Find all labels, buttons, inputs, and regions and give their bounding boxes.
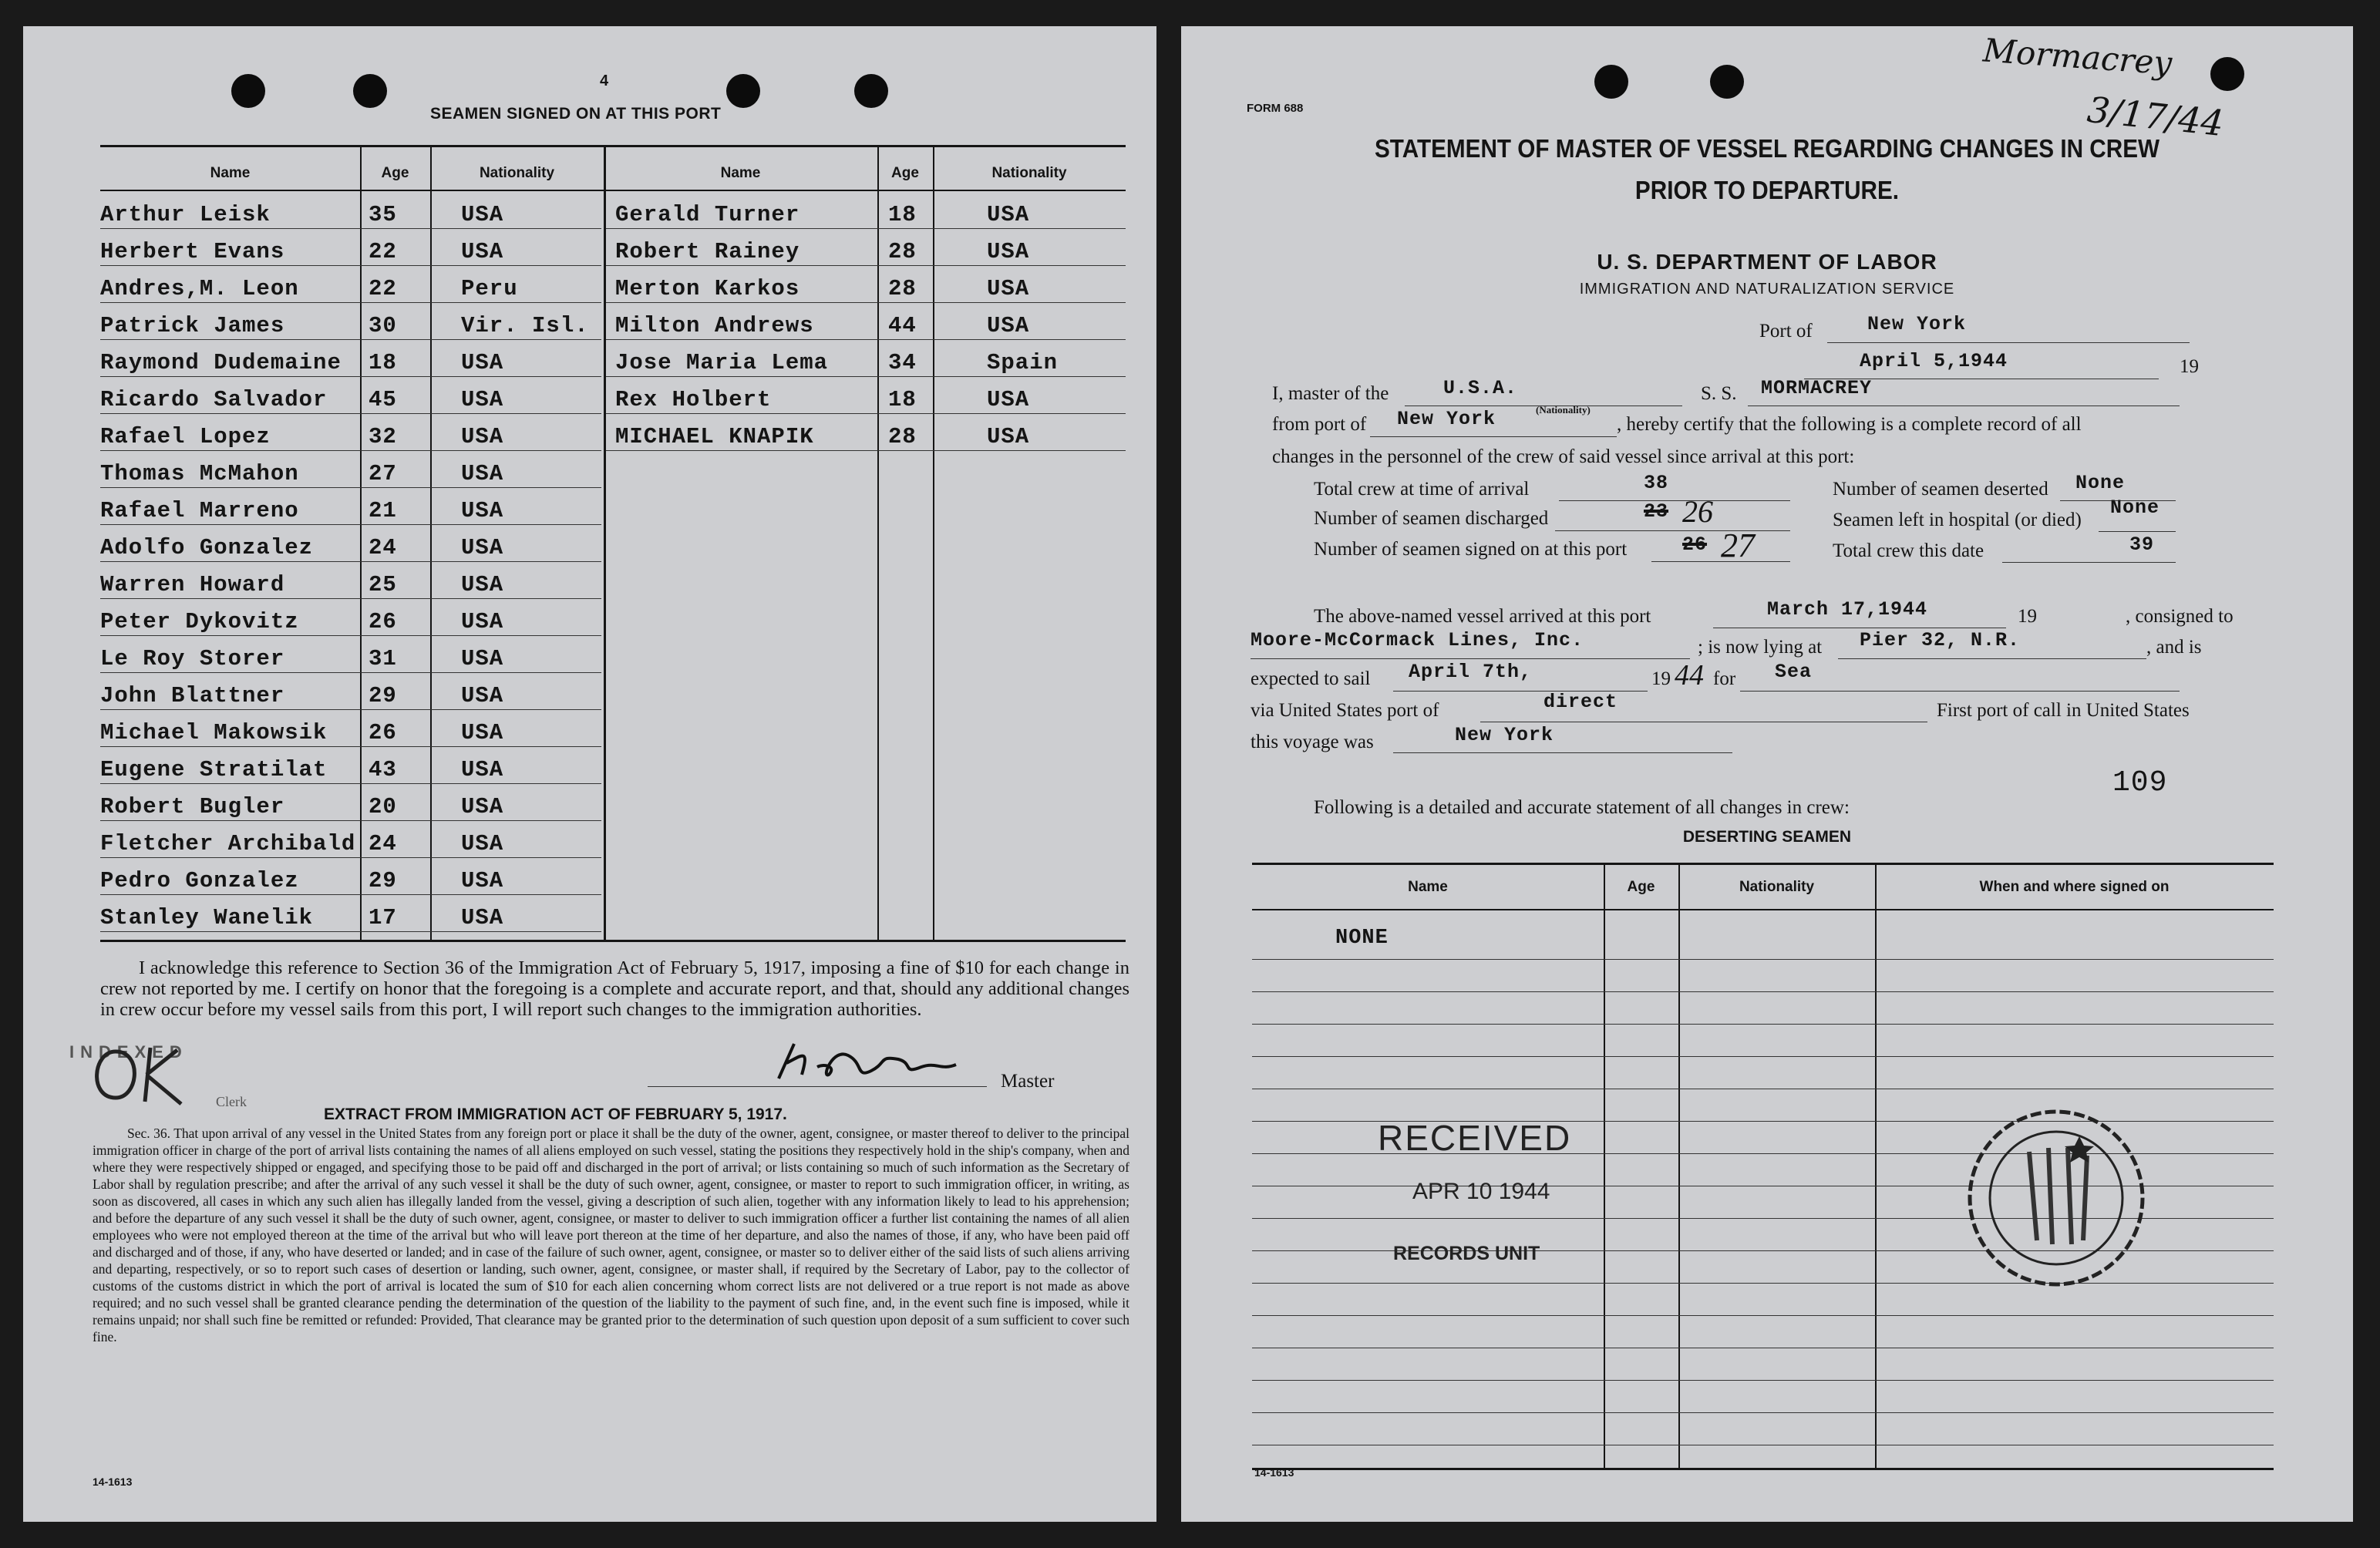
seaman-name: Fletcher Archibald xyxy=(100,831,356,856)
seaman-name: John Blattner xyxy=(100,683,285,708)
seaman-nationality: USA xyxy=(461,424,504,449)
seaman-name: Adolfo Gonzalez xyxy=(100,535,314,560)
seaman-age: 45 xyxy=(369,387,397,412)
arrived-label: The above-named vessel arrived at this port xyxy=(1314,606,1651,627)
seaman-age: 18 xyxy=(888,387,917,412)
seaman-nationality: USA xyxy=(461,868,504,893)
form-code: 14-1613 xyxy=(1254,1466,1294,1479)
seaman-nationality: USA xyxy=(987,387,1030,412)
arrived-value: March 17,1944 xyxy=(1767,598,1928,621)
seaman-age: 31 xyxy=(369,646,397,671)
first-port-label: First port of call in United States xyxy=(1937,700,2190,721)
for-value: Sea xyxy=(1775,661,1813,683)
seaman-nationality: USA xyxy=(461,720,504,745)
seaman-name: Michael Makowsik xyxy=(100,720,328,745)
master-label: Master xyxy=(1001,1071,1055,1092)
expected-label: expected to sail xyxy=(1251,668,1371,689)
punch-hole xyxy=(353,74,387,108)
discharged-value: 26 xyxy=(1682,494,1713,529)
master-signature-icon xyxy=(763,1032,995,1094)
seaman-nationality: USA xyxy=(461,794,504,819)
seaman-nationality: USA xyxy=(461,831,504,856)
ship-name: MORMACREY xyxy=(1761,377,1873,399)
seaman-name: Patrick James xyxy=(100,313,285,338)
seaman-nationality: USA xyxy=(461,239,504,264)
page-number: 4 xyxy=(600,72,609,89)
certify-text-2: changes in the personnel of the crew of said vessel since arrival at this port: xyxy=(1272,446,1855,467)
form-code: 14-1613 xyxy=(93,1476,133,1488)
handwritten-date: 3/17/44 xyxy=(2085,88,2226,145)
seaman-name: Arthur Leisk xyxy=(100,202,271,227)
seaman-age: 32 xyxy=(369,424,397,449)
seaman-name: Raymond Dudemaine xyxy=(100,350,342,375)
column-header: When and where signed on xyxy=(1979,879,2170,895)
right-page xyxy=(1181,26,2353,1522)
lying-label: ; is now lying at xyxy=(1698,637,1823,658)
seaman-nationality: Peru xyxy=(461,276,518,301)
total-crew-arrival-value: 38 xyxy=(1644,472,1669,494)
seaman-name: Peter Dykovitz xyxy=(100,609,299,634)
discharged-label: Number of seamen discharged xyxy=(1314,508,1549,529)
seaman-nationality: USA xyxy=(461,572,504,597)
seaman-age: 30 xyxy=(369,313,397,338)
seaman-nationality: USA xyxy=(987,276,1030,301)
acknowledgement-text: I acknowledge this reference to Section 36 of the Immigration Act of February 5, 1917, imposing a fine of $10 for each change in crew not reported by me. I certify on honor that the foregoing is a complete and accurate report, and that, should any additional changes in crew occur before my vessel sails from this port, I will report such changes to the immigration authorities. xyxy=(100,957,1129,1020)
seaman-age: 24 xyxy=(369,831,397,856)
seaman-age: 26 xyxy=(369,609,397,634)
column-header: Age xyxy=(1627,879,1655,895)
page-count: 109 xyxy=(2112,766,2168,799)
seaman-nationality: USA xyxy=(461,609,504,634)
column-header: Name xyxy=(210,165,251,181)
seaman-name: Herbert Evans xyxy=(100,239,285,264)
seaman-age: 21 xyxy=(369,498,397,523)
left-page xyxy=(23,26,1156,1522)
column-header: Age xyxy=(381,165,409,181)
seaman-nationality: USA xyxy=(461,461,504,486)
seaman-nationality: USA xyxy=(987,313,1030,338)
seaman-age: 27 xyxy=(369,461,397,486)
from-port-label: from port of xyxy=(1272,414,1367,435)
seaman-name: Rafael Marreno xyxy=(100,498,299,523)
seaman-nationality: USA xyxy=(461,202,504,227)
seaman-age: 43 xyxy=(369,757,397,782)
year-prefix: 19 xyxy=(2180,356,2199,377)
signed-on-label: Number of seamen signed on at this port xyxy=(1314,539,1628,560)
hospital-label: Seamen left in hospital (or died) xyxy=(1833,510,2082,530)
seaman-age: 18 xyxy=(369,350,397,375)
deserting-entry: NONE xyxy=(1335,927,1389,950)
punch-hole xyxy=(231,74,265,108)
seaman-name: Thomas McMahon xyxy=(100,461,299,486)
voyage-label: this voyage was xyxy=(1251,732,1374,752)
expected-value: April 7th, xyxy=(1409,661,1533,683)
page-title: SEAMEN SIGNED ON AT THIS PORT xyxy=(430,105,722,123)
seaman-nationality: USA xyxy=(461,350,504,375)
ok-handwriting-icon xyxy=(85,1036,193,1105)
voyage-value: New York xyxy=(1455,724,1554,746)
seaman-age: 22 xyxy=(369,276,397,301)
seaman-nationality: Vir. Isl. xyxy=(461,313,589,338)
date-value: April 5,1944 xyxy=(1860,350,2008,372)
consigned-label: , consigned to xyxy=(2126,606,2234,627)
seaman-age: 24 xyxy=(369,535,397,560)
seaman-nationality: USA xyxy=(461,757,504,782)
column-header: Nationality xyxy=(991,165,1067,181)
signed-on-value: 27 xyxy=(1721,527,1755,564)
column-header: Age xyxy=(891,165,919,181)
seaman-name: Milton Andrews xyxy=(615,313,814,338)
seaman-age: 28 xyxy=(888,276,917,301)
seaman-age: 26 xyxy=(369,720,397,745)
seaman-name: Pedro Gonzalez xyxy=(100,868,299,893)
port-of-value: New York xyxy=(1867,313,1967,335)
total-crew-date-value: 39 xyxy=(2129,533,2155,556)
received-date: APR 10 1944 xyxy=(1412,1179,1550,1204)
department: U. S. DEPARTMENT OF LABOR xyxy=(1597,250,1937,274)
form-title-line2: PRIOR TO DEPARTURE. xyxy=(1634,176,1900,204)
seaman-age: 17 xyxy=(369,905,397,930)
seaman-name: Andres,M. Leon xyxy=(100,276,299,301)
nationality-label: (Nationality) xyxy=(1536,404,1591,416)
seaman-name: Le Roy Storer xyxy=(100,646,285,671)
handwritten-note: Mormacrey xyxy=(1981,31,2173,82)
seaman-name: Eugene Stratilat xyxy=(100,757,328,782)
seaman-age: 44 xyxy=(888,313,917,338)
seaman-name: Rex Holbert xyxy=(615,387,772,412)
extract-text: Sec. 36. That upon arrival of any vessel in the United States from any foreign port or place it shall be the duty of the owner, agent, consignee, or master thereof to deliver to the principal immigration officer in charge of the port of arrival lists containing the names of all aliens employed on such vessel, stating the positions they respectively hold in the ship's company, when and where they were respectively shipped or engaged, and specifying those to be paid off and discharged in the port of arrival; or lists containing so much of such information as the Secretary of Labor shall by regulation prescribe; and after the arrival of any such vessel it shall be the duty of such owner, agent, consignee, or master to report to such immigration officer, in writing, as soon as discovered, all cases in which any such alien has illegally landed from the vessel, giving a description of such alien, together with any information likely to lead to his apprehension; and before the departure of any such vessel it shall be the duty of such owner, agent, consignee, or master to deliver to such immigration officer a further list containing the names of all alien employees who were not employed thereon at the time of the arrival but who will leave port thereon at the time of her departure, and also the names of those, if any, who have been paid off and discharged and of those, if any, who have deserted or landed; and in case of the failure of such owner, agent, consignee, or master so to deliver either of the said lists of such aliens arriving and departing, respectively, or so to report such cases of desertion or landing, such owner, agent, consignee, or master shall, if required by the Secretary of Labor, pay to the collector of customs of the customs district in which the port of arrival is located the sum of $10 for each alien concerning whom correct lists are not delivered or a true report is not made as above required; and no such vessel shall be granted clearance pending the determination of the question of the liability to the payment of such fine, and, in the event such fine is imposed, while it remains unpaid; nor shall such fine be remitted or refunded: Provided, That clearance may be granted prior to the determination of such question upon deposit of a sum sufficient to cover such fine. xyxy=(93,1126,1129,1344)
seaman-name: Merton Karkos xyxy=(615,276,800,301)
total-crew-arrival-label: Total crew at time of arrival xyxy=(1314,479,1530,500)
seaman-nationality: USA xyxy=(461,905,504,930)
seaman-nationality: USA xyxy=(987,239,1030,264)
form-number: FORM 688 xyxy=(1247,102,1304,115)
hospital-value: None xyxy=(2110,496,2160,519)
lying-value: Pier 32, N.R. xyxy=(1860,629,2021,651)
seaman-age: 20 xyxy=(369,794,397,819)
expected-year-prefix: 19 xyxy=(1651,668,1671,689)
extract-title: EXTRACT FROM IMMIGRATION ACT OF FEBRUARY 5, 1917. xyxy=(324,1105,787,1123)
seaman-name: MICHAEL KNAPIK xyxy=(615,424,814,449)
signed-on-struck: 26 xyxy=(1682,533,1708,556)
seaman-nationality: USA xyxy=(461,683,504,708)
seaman-nationality: USA xyxy=(461,498,504,523)
seaman-nationality: USA xyxy=(461,387,504,412)
via-label: via United States port of xyxy=(1251,700,1439,721)
seaman-nationality: USA xyxy=(987,202,1030,227)
punch-hole xyxy=(1710,65,1744,99)
consignee-value: Moore-McCormack Lines, Inc. xyxy=(1251,629,1584,651)
column-header: Name xyxy=(1408,879,1448,895)
deserted-value: None xyxy=(2075,472,2126,494)
form-title: STATEMENT OF MASTER OF VESSEL REGARDING CHANGES IN CREW xyxy=(1374,134,2160,163)
deserted-label: Number of seamen deserted xyxy=(1833,479,2048,500)
punch-hole xyxy=(854,74,888,108)
seaman-age: 25 xyxy=(369,572,397,597)
indexed-stamp: INDEXED xyxy=(69,1042,188,1062)
nationality-value: U.S.A. xyxy=(1443,377,1518,399)
seaman-name: Ricardo Salvador xyxy=(100,387,328,412)
seaman-name: Jose Maria Lema xyxy=(615,350,829,375)
seaman-name: Stanley Wanelik xyxy=(100,905,314,930)
seaman-age: 35 xyxy=(369,202,397,227)
discharged-struck: 23 xyxy=(1644,500,1669,523)
certify-text: , hereby certify that the following is a complete record of all xyxy=(1617,414,2082,435)
expected-year-value: 44 xyxy=(1675,659,1704,692)
port-of-label: Port of xyxy=(1759,321,1813,342)
from-port-value: New York xyxy=(1397,408,1496,430)
seaman-age: 28 xyxy=(888,424,917,449)
column-header: Nationality xyxy=(1739,879,1815,895)
seaman-nationality: USA xyxy=(461,646,504,671)
seaman-nationality: Spain xyxy=(987,350,1059,375)
punch-hole xyxy=(726,74,760,108)
via-value: direct xyxy=(1543,691,1618,713)
seaman-age: 29 xyxy=(369,683,397,708)
ss-label: S. S. xyxy=(1701,383,1737,404)
punch-hole xyxy=(2210,57,2244,91)
deserting-title: DESERTING SEAMEN xyxy=(1682,828,1852,846)
column-header: Nationality xyxy=(479,165,555,181)
and-is-label: , and is xyxy=(2146,637,2202,658)
seaman-name: Robert Bugler xyxy=(100,794,285,819)
seaman-name: Warren Howard xyxy=(100,572,285,597)
seaman-name: Rafael Lopez xyxy=(100,424,271,449)
seaman-name: Gerald Turner xyxy=(615,202,800,227)
seaman-nationality: USA xyxy=(987,424,1030,449)
received-seal-icon xyxy=(1964,1105,2149,1291)
arrived-year-prefix: 19 xyxy=(2018,606,2037,627)
received-stamp: RECEIVED xyxy=(1378,1118,1572,1158)
clerk-label: Clerk xyxy=(216,1094,247,1109)
punch-hole xyxy=(1594,65,1628,99)
total-crew-date-label: Total crew this date xyxy=(1833,540,1984,561)
column-header: Name xyxy=(720,165,761,181)
seaman-age: 22 xyxy=(369,239,397,264)
seaman-nationality: USA xyxy=(461,535,504,560)
service: IMMIGRATION AND NATURALIZATION SERVICE xyxy=(1579,281,1955,298)
seaman-name: Robert Rainey xyxy=(615,239,800,264)
seaman-age: 34 xyxy=(888,350,917,375)
master-prefix: I, master of the xyxy=(1272,383,1389,404)
seaman-age: 29 xyxy=(369,868,397,893)
records-unit: RECORDS UNIT xyxy=(1393,1243,1540,1264)
seaman-age: 18 xyxy=(888,202,917,227)
for-label: for xyxy=(1713,668,1736,689)
following-text: Following is a detailed and accurate statement of all changes in crew: xyxy=(1314,797,1850,818)
seaman-age: 28 xyxy=(888,239,917,264)
